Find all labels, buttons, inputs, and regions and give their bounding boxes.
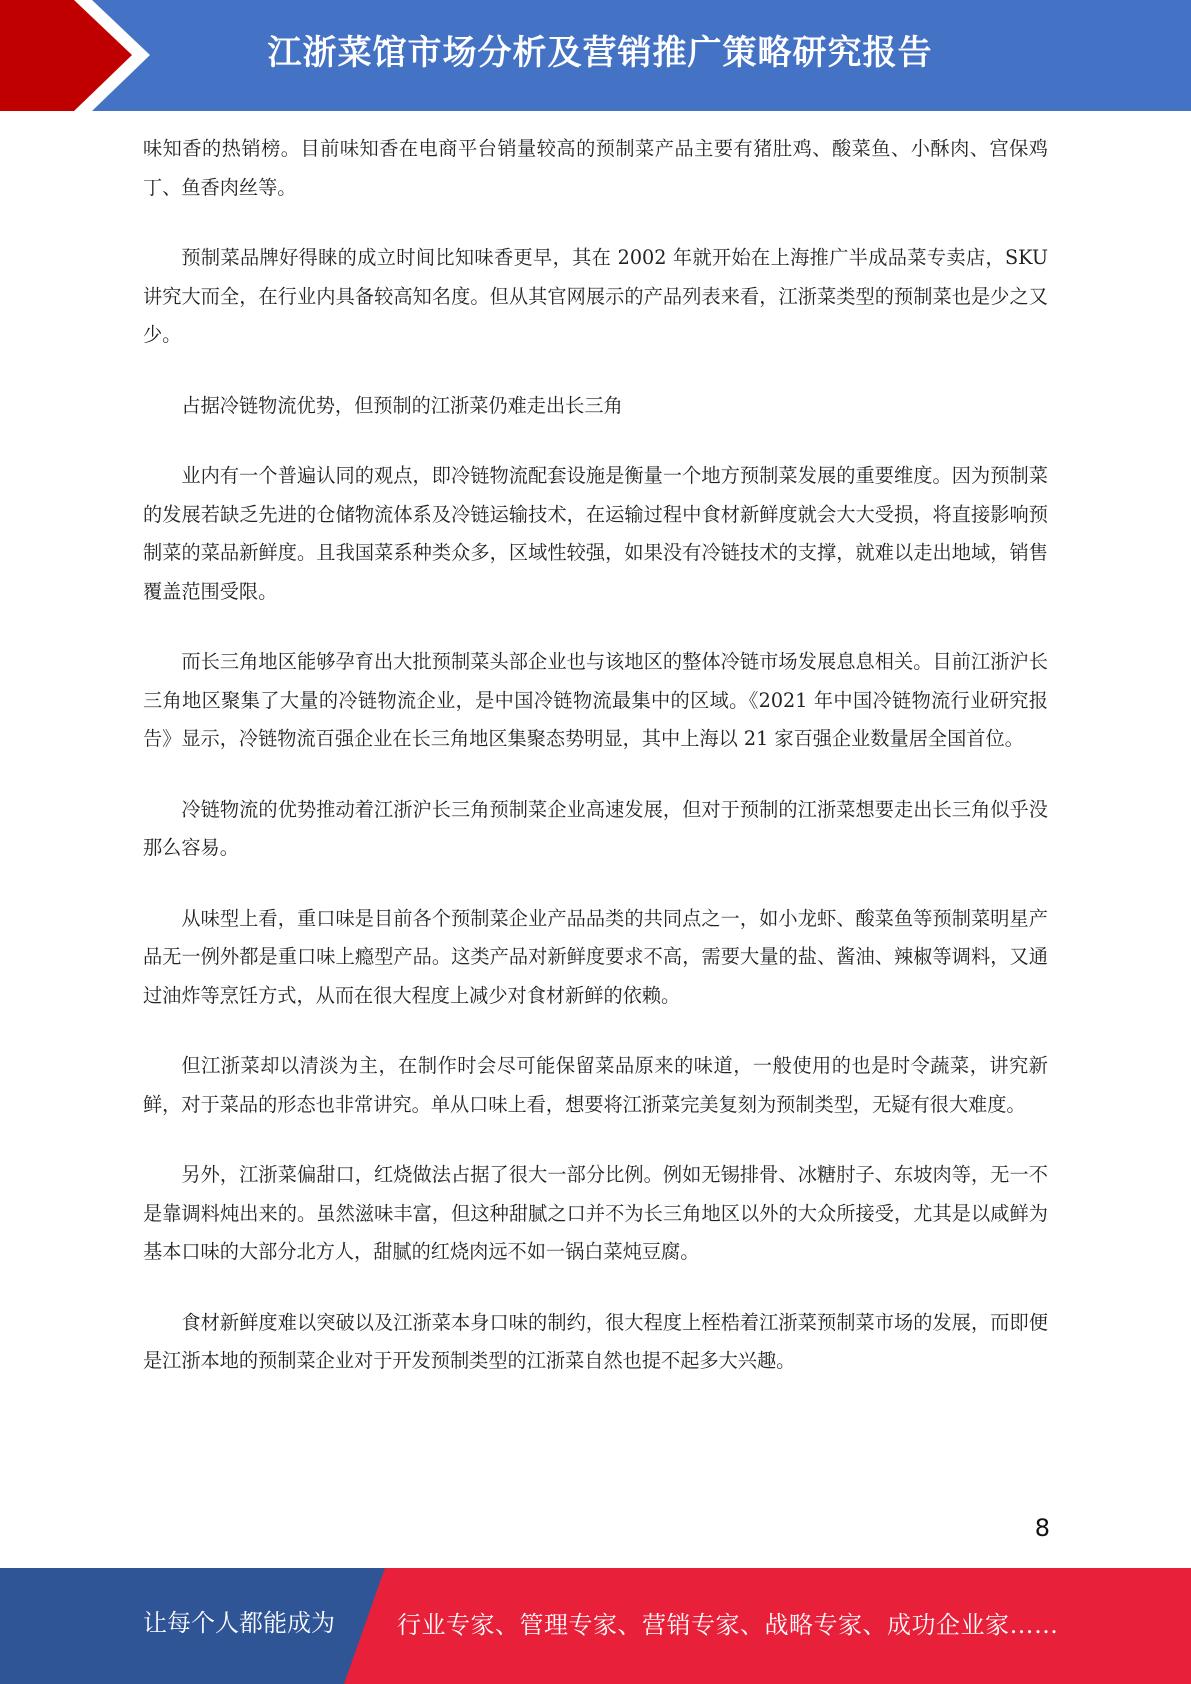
document-title: 江浙菜馆市场分析及营销推广策略研究报告 (267, 33, 933, 73)
page-footer (0, 1568, 1191, 1684)
paragraph: 预制菜品牌好得睐的成立时间比知味香更早，其在 2002 年就开始在上海推广半成品菜专卖店，SKU 讲究大而全，在行业内具备较高知名度。但从其官网展示的产品列表来看，江浙菜类型的预制菜也是少之又少。 (143, 246, 1048, 346)
paragraph: 但江浙菜却以清淡为主，在制作时会尽可能保留菜品原来的味道，一般使用的也是时令蔬菜，讲究新鲜，对于菜品的形态也非常讲究。单从口味上看，想要将江浙菜完美复刻为预制类型，无疑有很大难度。 (143, 1054, 1048, 1116)
footer-slogan-right: 行业专家、管理专家、营销专家、战略专家、成功企业家…… (397, 1611, 1059, 1639)
page-header (0, 0, 1191, 111)
article-body (143, 130, 1048, 1413)
paragraph: 业内有一个普遍认同的观点，即冷链物流配套设施是衡量一个地方预制菜发展的重要维度。因为预制菜的发展若缺乏先进的仓储物流体系及冷链运输技术，在运输过程中食材新鲜度就会大大受损，将直接影响预制菜的菜品新鲜度。且我国菜系种类众多，区域性较强，如果没有冷链技术的支撑，就难以走出地域，销售覆盖范围受限。 (143, 464, 1048, 603)
page-number: 8 (1034, 1514, 1050, 1542)
paragraph: 而长三角地区能够孕育出大批预制菜头部企业也与该地区的整体冷链市场发展息息相关。目前江浙沪长三角地区聚集了大量的冷链物流企业，是中国冷链物流最集中的区域。《2021 年中国冷链物流行业研究报告》显示，冷链物流百强企业在长三角地区集聚态势明显，其中上海以 21 家百强企业数量居全国首位。 (143, 650, 1048, 750)
footer-slogan-left: 让每个人都能成为 (143, 1609, 335, 1637)
paragraph: 冷链物流的优势推动着江浙沪长三角预制菜企业高速发展，但对于预制的江浙菜想要走出长三角似乎没那么容易。 (143, 797, 1048, 859)
paragraph: 另外，江浙菜偏甜口，红烧做法占据了很大一部分比例。例如无锡排骨、冰糖肘子、东坡肉等，无一不是靠调料炖出来的。虽然滋味丰富，但这种甜腻之口并不为长三角地区以外的大众所接受，尤其是以咸鲜为基本口味的大部分北方人，甜腻的红烧肉远不如一锅白菜炖豆腐。 (143, 1163, 1048, 1263)
paragraph: 从味型上看，重口味是目前各个预制菜企业产品品类的共同点之一，如小龙虾、酸菜鱼等预制菜明星产品无一例外都是重口味上瘾型产品。这类产品对新鲜度要求不高，需要大量的盐、酱油、辣椒等调料，又通过油炸等烹饪方式，从而在很大程度上减少对食材新鲜的依赖。 (143, 906, 1048, 1007)
paragraph: 味知香的热销榜。目前味知香在电商平台销量较高的预制菜产品主要有猪肚鸡、酸菜鱼、小酥肉、宫保鸡丁、鱼香肉丝等。 (143, 137, 1048, 199)
paragraph: 食材新鲜度难以突破以及江浙菜本身口味的制约，很大程度上桎梏着江浙菜预制菜市场的发展，而即便是江浙本地的预制菜企业对于开发预制类型的江浙菜自然也提不起多大兴趣。 (143, 1310, 1048, 1372)
section-heading: 占据冷链物流优势，但预制的江浙菜仍难走出长三角 (181, 393, 623, 417)
